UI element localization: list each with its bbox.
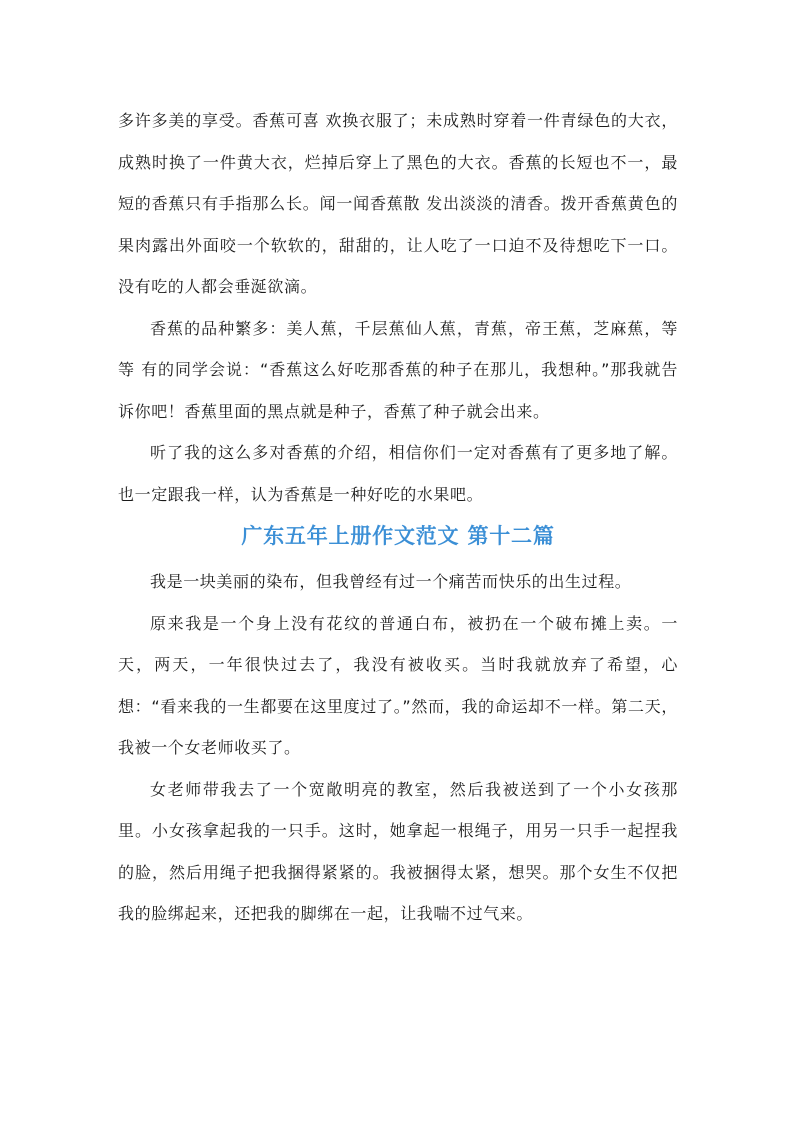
paragraph-banana-conclusion: 听了我的这么多对香蕉的介绍，相信你们一定对香蕉有了更多地了解。也一定跟我一样，认为香蕉是一种好吃的水果吧。 [118,443,678,504]
paragraph-cloth-origin: 原来我是一个身上没有花纹的普通白布，被扔在一个破布摊上卖。一天，两天，一年很快过去了，我没有被收买。当时我就放弃了希望，心想：“看来我的一生都要在这里度过了。”然而，我的命运却不一样。第二天，我被一个女老师收买了。 [118,613,678,757]
paragraph-banana-description: 多许多美的享受。香蕉可喜 欢换衣服了；未成熟时穿着一件青绿色的大衣，成熟时换了一件黄大衣，烂掉后穿上了黑色的大衣。香蕉的长短也不一，最短的香蕉只有手指那么长。闻一闻香蕉散 发出淡淡的清香。拨开香蕉黄色的果肉露出外面咬一个软软的，甜甜的，让人吃了一口迫不及待想吃下一口。没有吃的人都会垂涎欲滴。 [118,111,678,296]
paragraph-cloth-classroom: 女老师带我去了一个宽敞明亮的教室，然后我被送到了一个小女孩那里。小女孩拿起我的一只手。这时，她拿起一根绳子，用另一只手一起捏我的脸，然后用绳子把我捆得紧紧的。我被捆得太紧，想哭。那个女生不仅把我的脸绑起来，还把我的脚绑在一起，让我喘不过气来。 [118,779,678,923]
paragraph-banana-varieties: 香蕉的品种繁多：美人蕉，千层蕉仙人蕉，青蕉，帝王蕉，芝麻蕉，等等 有的同学会说：“香蕉这么好吃那香蕉的种子在那儿，我想种。”那我就告诉你吧！香蕉里面的黑点就是种子，香蕉了种子就会出来。 [118,318,678,421]
section-heading: 广东五年上册作文范文 第十二篇 [241,524,555,548]
paragraph-cloth-intro: 我是一块美丽的染布，但我曾经有过一个痛苦而快乐的出生过程。 [150,572,632,591]
document-page [118,100,678,935]
